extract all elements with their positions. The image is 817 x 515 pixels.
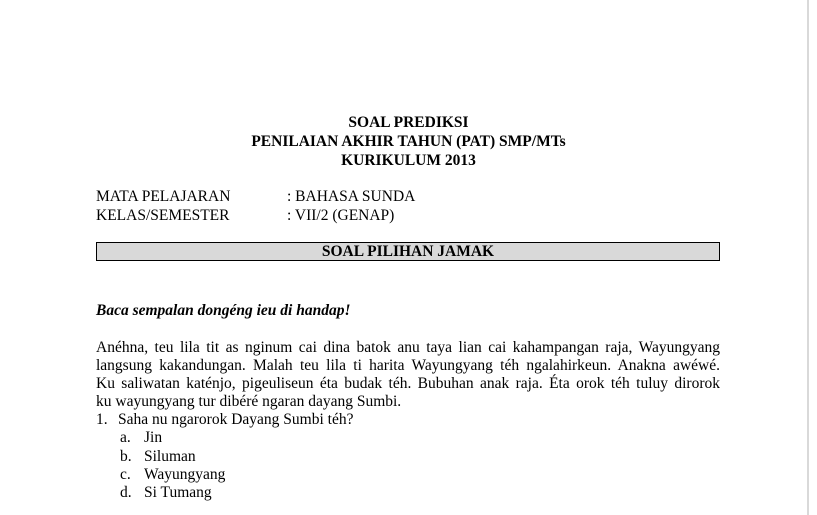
option-text: Jin (144, 429, 163, 446)
document-title: SOAL PREDIKSI (348, 114, 469, 131)
passage-line: Anéhna, teu lila tit as nginum cai dina batok anu taya lian cai kahampangan raja, Wayungyang (96, 339, 720, 356)
subject-value: : BAHASA SUNDA (287, 188, 416, 205)
answer-option-d (120, 484, 212, 502)
option-text: Wayungyang (144, 466, 226, 483)
option-key: a. (120, 429, 131, 446)
passage-line: ku wayungyang tur dibéré ngaran dayang Sumbi. (96, 393, 402, 410)
curriculum-name: KURIKULUM 2013 (341, 152, 476, 169)
passage-line: Ku saliwatan katénjo, pigeuliseun éta budak téh. Bubuhan anak raja. Éta orok téh tuluy dirorok (96, 375, 720, 392)
answer-option-b (120, 448, 196, 466)
class-value: : VII/2 (GENAP) (287, 207, 395, 224)
class-label: KELAS/SEMESTER (96, 207, 230, 224)
reading-instruction: Baca sempalan dongéng ieu di handap! (96, 302, 351, 319)
question-1 (96, 411, 353, 429)
answer-option-c (120, 466, 225, 484)
option-key: c. (120, 466, 131, 483)
class-row (96, 207, 394, 225)
subject-row (96, 188, 415, 206)
answer-option-a (120, 429, 162, 447)
page-edge-divider (807, 0, 809, 515)
question-text: Saha nu ngarorok Dayang Sumbi téh? (118, 411, 354, 428)
exam-name: PENILAIAN AKHIR TAHUN (PAT) SMP/MTs (251, 133, 566, 150)
passage-line: langsung kakandungan. Malah teu lila ti harita Wayungyang téh ngalahirkeun. Anakna awéwé. (96, 357, 720, 374)
section-header: SOAL PILIHAN JAMAK (96, 242, 720, 261)
option-key: d. (120, 484, 132, 501)
option-key: b. (120, 448, 132, 465)
option-text: Siluman (144, 448, 196, 465)
question-number: 1. (96, 411, 108, 428)
option-text: Si Tumang (144, 484, 212, 501)
subject-label: MATA PELAJARAN (96, 188, 231, 205)
